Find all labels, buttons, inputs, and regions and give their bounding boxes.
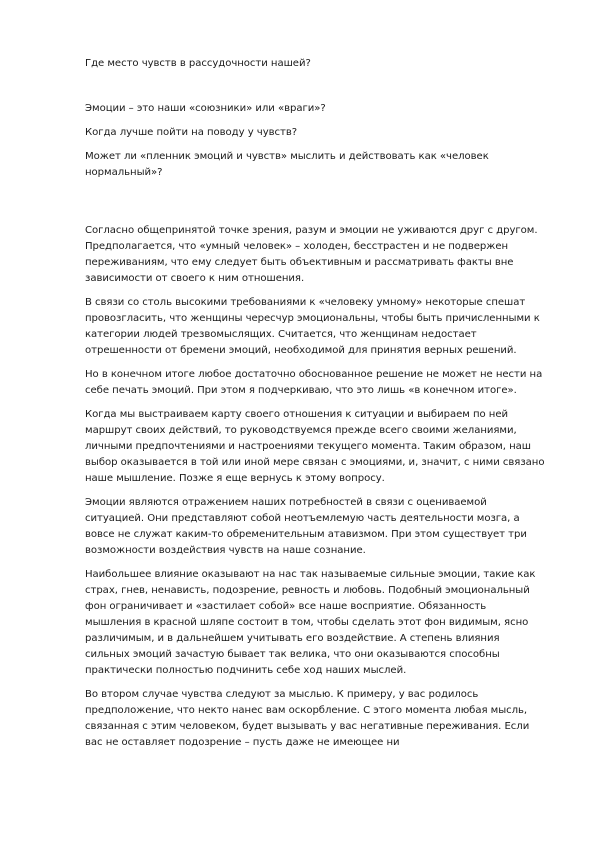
paragraph-2: В связи со столь высокими требованиями к «человеку умному» некоторые спешат провозгласить, что женщины чересчур эмоциональны, чтобы быть причисленными к категории людей трезвомыслящих. Считается, что женщинам недостает отрешенности от бремени эмоций, необходимой для принятия верных решений. (85, 297, 540, 356)
paragraph-1: Согласно общепринятой точке зрения, разум и эмоции не уживаются друг с другом. Предполагается, что «умный человек» – холоден, бесстрастен и не подвержен переживаниям, что ему следует быть объективным и рассматривать факты вне зависимости от своего к ним отношения. (85, 225, 538, 284)
paragraph-7: Во втором случае чувства следуют за мыслью. К примеру, у вас родилось предположение, что некто нанес вам оскорбление. С этого момента любая мысль, связанная с этим человеком, будет вызывать у вас негативные переживания. Если вас не оставляет подозрение – пусть даже не имеющее ни (85, 689, 530, 748)
section-spacer (85, 189, 545, 223)
question-2: Эмоции – это наши «союзники» или «враги»? (85, 103, 326, 114)
paragraph-6: Наибольшее влияние оказывают на нас так называемые сильные эмоции, такие как страх, гнев, ненависть, подозрение, ревность и любовь. Подобный эмоциональный фон ограничивает и «застилает собой» все наше восприятие. Обязанность мышления в красной шляпе состоит в том, чтобы сделать этот фон видимым, ясно различимым, и в дальнейшем учитывать его воздействие. А степень влияния сильных эмоций зачастую бывает так велика, что они оказываются способны практически полностью подчинить себе ход наших мыслей. (85, 569, 536, 676)
question-1: Где место чувств в рассудочности нашей? (85, 58, 311, 69)
document-page (85, 56, 545, 759)
paragraph-4: Когда мы выстраиваем карту своего отношения к ситуации и выбираем по ней маршрут своих действий, то руководствуемся прежде всего своими желаниями, личными предпочтениями и настроениями текущего момента. Таким образом, наш выбор оказывается в той или иной мере связан с эмоциями, и, значит, с ними связано наше мышление. Позже я еще вернусь к этому вопросу. (85, 409, 545, 484)
paragraph-3: Но в конечном итоге любое достаточно обоснованное решение не может не нести на себе печать эмоций. При этом я подчеркиваю, что это лишь «в конечном итоге». (85, 369, 543, 396)
paragraph-5: Эмоции являются отражением наших потребностей в связи с оцениваемой ситуацией. Они представляют собой неотъемлемую часть деятельности мозга, а вовсе не служат каким-то обременительным атавизмом. При этом существует три возможности воздействия чувств на наше сознание. (85, 497, 527, 556)
question-4: Может ли «пленник эмоций и чувств» мыслить и действовать как «человек нормальный»? (85, 151, 489, 178)
question-3: Когда лучше пойти на поводу у чувств? (85, 127, 298, 138)
